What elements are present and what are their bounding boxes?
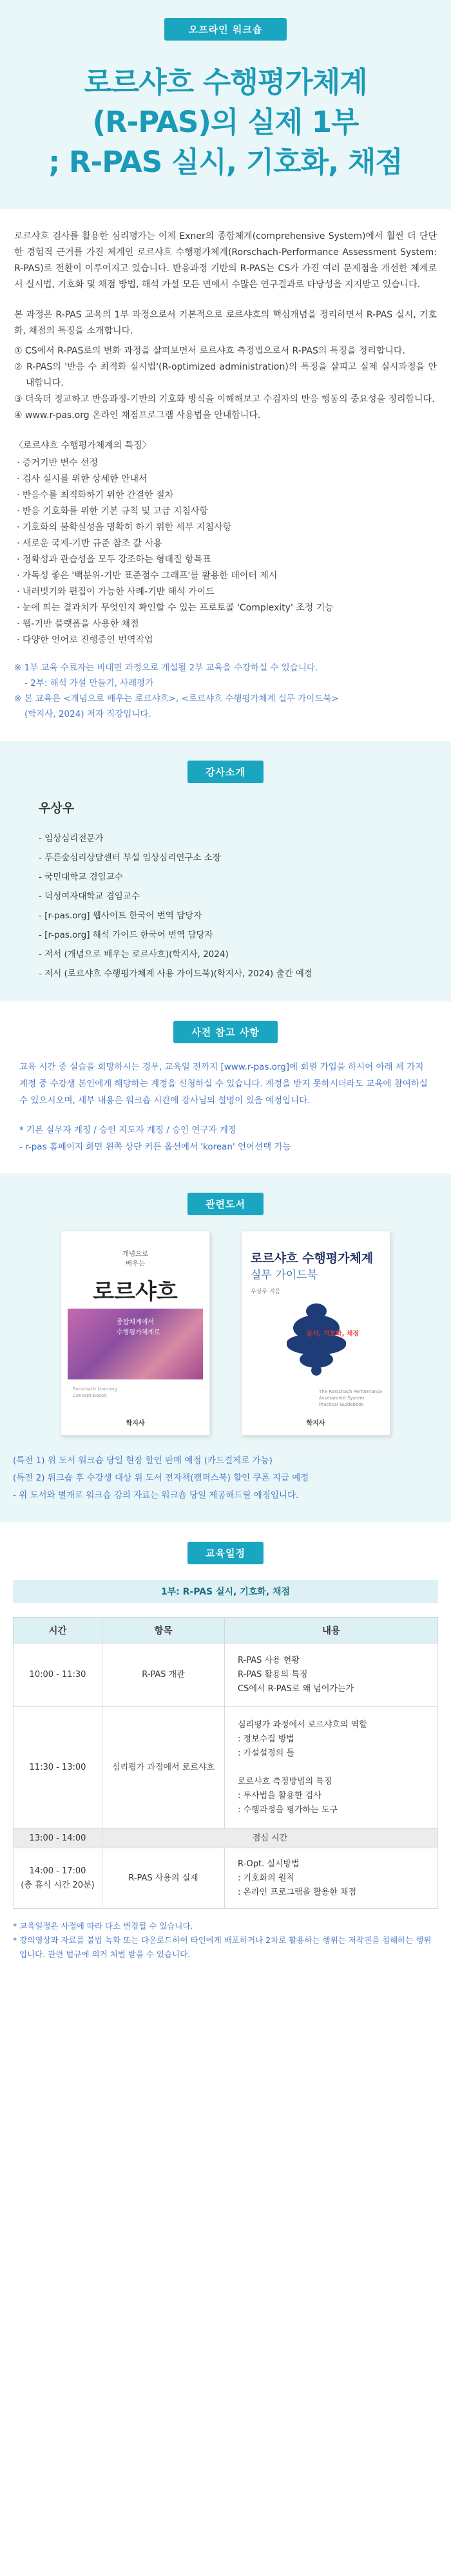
time-cell: 10:00 - 11:30 xyxy=(14,1643,102,1707)
credential-item: - 푸른숲심리상담센터 부설 임상심리연구소 소장 xyxy=(39,848,412,867)
column-header: 시간 xyxy=(14,1618,102,1643)
book1-english-title: Rorschach Learning Concept-Based xyxy=(73,1387,117,1398)
book-covers xyxy=(0,1231,451,1435)
hero-title-line: ; R-PAS 실시, 기호화, 채점 xyxy=(48,145,403,179)
feature-item: · 증거기반 변수 선정 xyxy=(17,458,98,468)
schedule-notes xyxy=(13,1919,438,1962)
section-header xyxy=(0,1542,451,1564)
book-notes xyxy=(0,1452,451,1504)
book2-author: 우상우 지음 xyxy=(251,1289,281,1295)
features-list xyxy=(14,455,437,649)
book-cover-concept xyxy=(61,1231,210,1435)
books-header: 관련도서 xyxy=(187,1193,264,1215)
table-header-row xyxy=(14,1618,438,1643)
prereq-header: 사전 참고 사항 xyxy=(173,1021,277,1043)
intro-section xyxy=(0,209,451,741)
goal-item: ④ www.r-pas.org 온라인 채점프로그램 사용법을 안내합니다. xyxy=(14,410,261,421)
feature-item: · 웹-기반 플랫폼을 사용한 채점 xyxy=(17,619,139,629)
book-note-item: - 위 도서와 별개로 워크숍 강의 자료는 워크숍 당일 제공해드릴 예정입니다. xyxy=(13,1490,299,1501)
prereq-body: 교육 시간 중 실습을 희망하시는 경우, 교육일 전까지 [www.r-pas.org]에 회원 가입을 하시어 아래 세 가지 계정 중 수강생 본인에게 해당하는 계정을 신청하실 수 있습니다. 계정을 받지 못하시더라도 교육에 참여하실 수 있으시오며, 세부 내용은 워크숍 시간에 강사님의 설명이 있을 예정입니다. xyxy=(19,1062,428,1106)
topic-cell: R-PAS 개관 xyxy=(102,1643,225,1707)
goals-list xyxy=(14,343,437,424)
note-item: ※ 1부 교육 수료자는 비대면 과정으로 개설될 2부 교육을 수강하실 수 있습니다. xyxy=(14,663,318,673)
book-note-item: (특전 2) 워크숍 후 수강생 대상 위 도서 전자책(캠퍼스북) 할인 쿠폰 지급 예정 xyxy=(13,1473,309,1483)
time-cell: 14:00 - 17:00 (총 휴식 시간 20분) xyxy=(14,1848,102,1909)
instructor-name: 우상우 xyxy=(39,801,75,815)
instructor-credentials xyxy=(39,829,412,983)
table-row-break xyxy=(14,1829,438,1848)
goal-item: ③ 더욱더 정교하고 반응과정-기반의 기호화 방식을 이해해보고 수검자의 반응 행동의 중요성을 정리합니다. xyxy=(14,394,435,404)
feature-item: · 반응 기호화를 위한 기본 규칙 및 고급 지침사항 xyxy=(17,506,209,516)
table-row xyxy=(14,1707,438,1829)
spacer xyxy=(14,722,437,736)
schedule-header: 교육일정 xyxy=(187,1542,264,1564)
note-item: - 2부: 해석 가설 만들기, 사례평가 xyxy=(24,678,154,688)
workshop-badge: 오프라인 워크숍 xyxy=(164,18,287,41)
features-title: 〈로르샤흐 수행평가체계의 특징〉 xyxy=(14,440,151,451)
content-cell: R-PAS 사용 현황 R-PAS 활용의 특징 CS에서 R-PAS로 왜 넘어가는가 xyxy=(225,1643,438,1707)
schedule-table xyxy=(13,1617,438,1909)
section-header xyxy=(0,1021,451,1043)
prereq-list xyxy=(19,1122,432,1155)
content-cell: 심리평가 과정에서 로르샤흐의 역할 : 정보수집 방법 : 가설설정의 틀 로르샤흐 측정방법의 특징 : 투사법을 활용한 검사 : 수행과정을 평가하는 도구 xyxy=(225,1707,438,1829)
course-notes xyxy=(14,660,437,722)
feature-item: · 눈에 띄는 결과치가 무엇인지 확인할 수 있는 프로토콜 'Complexity' 조정 기능 xyxy=(17,603,334,613)
books-section xyxy=(0,1173,451,1522)
book-cover-guidebook xyxy=(241,1231,390,1435)
prereq-section xyxy=(0,1001,451,1173)
feature-item: · 새로운 국제-기반 규준 참조 값 사용 xyxy=(17,538,162,549)
table-row xyxy=(14,1848,438,1909)
schedule-note-item: * 강의영상과 자료를 불법 녹화 또는 다운로드하여 타인에게 배포하거나 2차로 활용하는 행위는 저작권을 침해하는 행위입니다. 관련 법규에 의거 처벌 받을 수 있습니다. xyxy=(13,1935,432,1959)
features-block xyxy=(14,438,437,649)
feature-item: · 가독성 좋은 '백분위-기반 표준점수 그래프'를 활용한 데이터 제시 xyxy=(17,571,278,581)
table-row xyxy=(14,1643,438,1707)
book-note-item: (특전 1) 위 도서 워크숍 당일 현장 할인 판매 예정 (카드결제로 가능) xyxy=(13,1455,273,1466)
hero-banner xyxy=(0,0,451,209)
hero-title-line: (R-PAS)의 실제 1부 xyxy=(92,105,359,139)
column-header: 내용 xyxy=(225,1618,438,1643)
prereq-item: - r-pas 홈페이지 화면 왼쪽 상단 커튼 옵션에서 'korean' 언어선택 가능 xyxy=(19,1142,291,1152)
book2-subtitle: 실무 가이드북 xyxy=(251,1269,318,1282)
intro-paragraph: 로르샤흐 검사를 활용한 심리평가는 이제 Exner의 종합체계(comprehensive System)에서 훨씬 더 단단한 경험적 근거를 가진 체계인 로르샤흐 수행평가체계(Rorschach-Performance Assessment System: R-PAS)로 전환이 이루어지고 있습니다. 반응과정 기반의 R-PAS는 CS가 가진 여러 문제점을 개선한 체계로서 실시법, 기호화 및 채점 방법, 해석 가설 모든 면에서 수많은 연구결과로 타당성을 지지받고 있습니다. xyxy=(14,231,437,290)
break-cell: 점심 시간 xyxy=(102,1829,438,1848)
section-header xyxy=(0,761,451,783)
credential-item: - 국민대학교 겸임교수 xyxy=(39,867,412,887)
credential-item: - [r-pas.org] 해석 가이드 한국어 번역 담당자 xyxy=(39,925,412,945)
prereq-content xyxy=(0,1059,451,1155)
feature-item: · 반응수를 최적화하기 위한 간결한 절차 xyxy=(17,490,174,500)
prereq-item: * 기본 실무자 계정 / 승인 지도자 계정 / 승인 연구자 계정 xyxy=(19,1125,236,1135)
book1-band-text: 종합체계에서 수행평가체계로 xyxy=(117,1319,160,1336)
feature-item: · 정확성과 관습성을 모두 강조하는 형태질 항목표 xyxy=(17,554,211,565)
note-item: ※ 본 교육은 <개념으로 배우는 로르샤흐>, <로르샤흐 수행평가체계 실무 가이드북> xyxy=(14,694,339,704)
time-cell: 11:30 - 13:00 xyxy=(14,1707,102,1829)
column-header: 항목 xyxy=(102,1618,225,1643)
goal-item: ② R-PAS의 '반응 수 최적화 실시법'(R-optimized administration)의 특징을 살피고 실제 실시과정을 안내합니다. xyxy=(14,362,437,388)
intro-paragraph: 본 과정은 R-PAS 교육의 1부 과정으로서 기본적으로 로르샤흐의 핵심개념을 정리하면서 R-PAS 실시, 기호화, 채점의 특징을 소개합니다. xyxy=(14,310,437,336)
credential-item: - 저서 (개념으로 배우는 로르샤흐)(학지사, 2024) xyxy=(39,945,412,964)
book1-title: 로르샤흐 xyxy=(93,1279,178,1305)
hero-title-line: 로르샤흐 수행평가체계 xyxy=(84,65,367,99)
instructor-profile xyxy=(0,799,451,983)
topic-cell: R-PAS 사용의 실제 xyxy=(102,1848,225,1909)
instructor-section xyxy=(0,741,451,1001)
book1-publisher: 학지사 xyxy=(126,1420,145,1427)
feature-item: · 기호화의 불확실성을 명확히 하기 위한 세부 지침사항 xyxy=(17,522,232,533)
topic-cell: 심리평가 과정에서 로르샤흐 xyxy=(102,1707,225,1829)
book2-english-title: The Rorschach Performance Assessment System Practical Guidebook xyxy=(319,1389,383,1407)
schedule-section xyxy=(0,1522,451,1981)
schedule-note-item: * 교육일정은 사정에 따라 다소 변경될 수 있습니다. xyxy=(13,1921,193,1931)
credential-item: - [r-pas.org] 웹사이트 한국어 번역 담당자 xyxy=(39,906,412,925)
credential-item: - 임상심리전문가 xyxy=(39,829,412,848)
goal-item: ① CS에서 R-PAS로의 변화 과정을 살펴보면서 로르샤흐 측정법으로서 R-PAS의 특징을 정리합니다. xyxy=(14,346,405,356)
book2-publisher: 학지사 xyxy=(306,1420,325,1427)
feature-item: · 검사 실시를 위한 상세한 안내서 xyxy=(17,474,148,484)
section-header xyxy=(0,1193,451,1215)
instructor-header: 강사소개 xyxy=(187,761,264,783)
schedule-day-label: 1부: R-PAS 실시, 기호화, 채점 xyxy=(13,1580,438,1603)
inkblot-image xyxy=(287,1303,346,1376)
credential-item: - 덕성여자대학교 겸임교수 xyxy=(39,887,412,906)
time-cell: 13:00 - 14:00 xyxy=(14,1829,102,1848)
credential-item: - 저서 (로르샤흐 수행평가체계 사용 가이드북)(학지사, 2024) 출간 예정 xyxy=(39,964,412,983)
content-cell: R-Opt. 실시방법 : 기호화의 원칙 : 온라인 프로그램을 활용한 채점 xyxy=(225,1848,438,1909)
book2-red-subtitle: 실시, 기호화, 채점 xyxy=(306,1331,360,1338)
book1-subtitle: 개념으로 배우는 xyxy=(122,1250,149,1267)
note-item: (학지사, 2024) 저자 직강입니다. xyxy=(24,709,151,719)
book2-title: 로르샤흐 수행평가체계 xyxy=(251,1251,374,1265)
feature-item: · 다양한 언어로 진행중인 번역작업 xyxy=(17,635,153,645)
feature-item: · 내러벗기와 편집이 가능한 사례-기반 해석 가이드 xyxy=(17,587,215,597)
hero-title xyxy=(0,62,451,182)
